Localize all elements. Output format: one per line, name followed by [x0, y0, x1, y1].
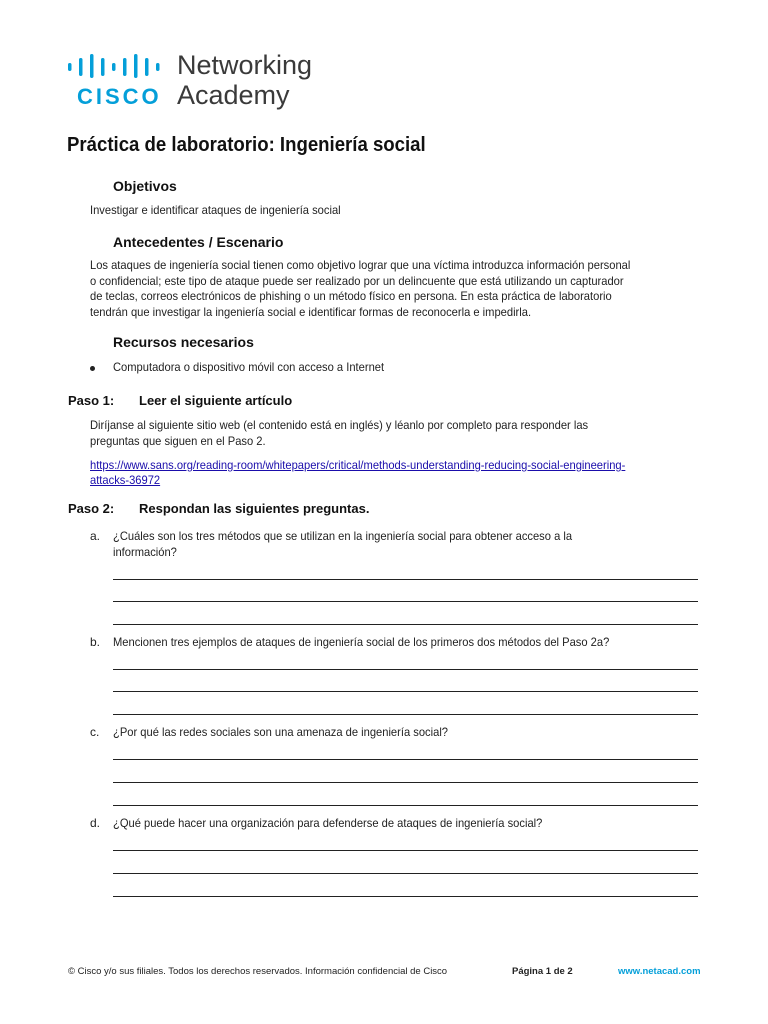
question-letter: b.: [90, 635, 101, 649]
objectives-text: Investigar e identificar ataques de ingeniería social: [90, 203, 341, 217]
background-line: Los ataques de ingeniería social tienen como objetivo lograr que una víctima introduzca información personal: [90, 258, 631, 272]
bullet-icon: [90, 366, 95, 371]
question-c: ¿Por qué las redes sociales son una amenaza de ingeniería social?: [113, 725, 449, 739]
answer-line[interactable]: [113, 873, 698, 874]
resources-heading: Recursos necesarios: [113, 334, 254, 350]
step1-line: preguntas que siguen en el Paso 2.: [90, 433, 266, 448]
footer-copyright: © Cisco y/o sus filiales. Todos los derechos reservados. Información confidencial de Cisco: [68, 966, 448, 977]
link-line[interactable]: https://www.sans.org/reading-room/whitepapers/critical/methods-understanding-reducing-social-engineering-: [90, 458, 626, 472]
question-letter: d.: [90, 816, 101, 830]
answer-line[interactable]: [113, 782, 698, 783]
background-line: tendrán que investigar la ingeniería social e identificar formas de reconocerla e impedirla.: [90, 304, 532, 319]
background-line: o confidencial; este tipo de ataque puede ser realizado por un delincuente que está utilizando un capturador: [90, 273, 624, 288]
question-letter: c.: [90, 725, 100, 739]
objectives-heading: Objetivos: [113, 178, 177, 194]
resource-item: Computadora o dispositivo móvil con acceso a Internet: [113, 360, 385, 374]
step2-label: Paso 2:: [68, 501, 115, 516]
page-title: Práctica de laboratorio: Ingeniería social: [67, 134, 426, 156]
answer-line[interactable]: [113, 850, 698, 851]
background-line: de teclas, correos electrónicos de phishing o un método físico en persona. En esta práctica de laboratorio: [90, 289, 612, 303]
answer-line[interactable]: [113, 691, 698, 692]
answer-line[interactable]: [113, 714, 698, 715]
answer-line[interactable]: [113, 669, 698, 670]
footer-page-number: Página 1 de 2: [512, 966, 573, 977]
step1-instructions: [90, 418, 588, 449]
step1-label: Paso 1:: [68, 393, 115, 408]
footer-site-link[interactable]: www.netacad.com: [618, 966, 701, 977]
background-paragraph: [90, 258, 630, 320]
answer-line[interactable]: [113, 805, 698, 806]
link-line[interactable]: attacks-36972: [90, 473, 161, 487]
cisco-wordmark: CISCO: [77, 84, 162, 109]
cisco-bridge-logo-icon: [68, 54, 166, 78]
answer-line[interactable]: [113, 579, 698, 580]
step1-title: Leer el siguiente artículo: [139, 393, 293, 408]
question-d: ¿Qué puede hacer una organización para defenderse de ataques de ingeniería social?: [113, 816, 543, 830]
question-a: [113, 529, 572, 560]
brand-academy: Academy: [177, 80, 290, 110]
background-heading: Antecedentes / Escenario: [113, 234, 284, 250]
answer-line[interactable]: [113, 759, 698, 760]
question-letter: a.: [90, 529, 101, 543]
question-line: ¿Cuáles son los tres métodos que se utilizan en la ingeniería social para obtener acceso a la: [113, 529, 573, 543]
question-line: información?: [113, 544, 177, 559]
answer-line[interactable]: [113, 896, 698, 897]
answer-line[interactable]: [113, 601, 698, 602]
question-b: Mencionen tres ejemplos de ataques de ingeniería social de los primeros dos métodos del Paso 2a?: [113, 635, 610, 649]
step1-line: Diríjanse al siguiente sitio web (el contenido está en inglés) y léanlo por completo para responder las: [90, 418, 589, 432]
answer-line[interactable]: [113, 624, 698, 625]
sans-article-link[interactable]: [90, 458, 625, 488]
brand-networking: Networking: [177, 50, 313, 80]
step2-title: Respondan las siguientes preguntas.: [139, 501, 370, 516]
